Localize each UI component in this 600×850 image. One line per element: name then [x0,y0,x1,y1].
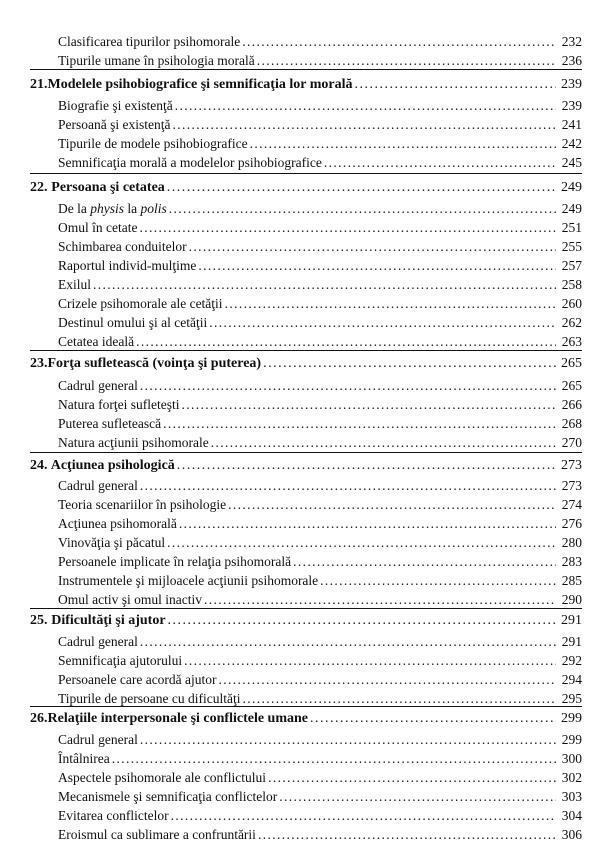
toc-entry [58,116,582,134]
entry-title: Natura acţiunii psihomorale [58,435,209,450]
entry-title: Evitarea conflictelor [58,808,169,823]
toc-entry [58,633,582,651]
leader-dots [242,33,556,51]
section-divider [30,173,582,174]
entry-page: 241 [561,117,582,132]
toc-entry [58,496,582,514]
leader-dots [258,826,556,844]
entry-title: Natura forţei sufleteşti [58,397,180,412]
toc-entry [58,219,582,237]
entry-title-italic: polis [140,201,167,216]
toc-entry [58,154,582,172]
leader-dots [172,116,556,134]
leader-dots [310,710,556,728]
toc-entry [58,33,582,51]
chapter-heading [30,179,582,197]
entry-title-italic: physis [90,201,124,216]
leader-dots [219,671,556,689]
entry-title: Acţiunea psihomorală [58,516,177,531]
entry-page: 290 [561,592,582,607]
leader-dots [136,333,556,351]
chapter-title: Modelele psihobiografice şi semnificaţia lor morală [47,77,353,92]
entry-page: 280 [561,535,582,550]
leader-dots [198,257,556,275]
chapter-heading [30,612,582,630]
leader-dots [175,97,556,115]
entry-title: Biografie şi existenţă [58,98,173,113]
leader-dots [324,154,556,172]
leader-dots [268,769,556,787]
toc-entry [58,434,582,452]
entry-page: 303 [561,789,582,804]
chapter-page: 299 [561,711,582,726]
leader-dots [140,731,556,749]
toc-entry [58,534,582,552]
toc-entry [58,750,582,768]
entry-title: Crizele psihomorale ale cetăţii [58,296,223,311]
entry-page: 258 [561,277,582,292]
leader-dots [112,750,556,768]
entry-title: Puterea sufletească [58,416,162,431]
leader-dots [228,496,556,514]
chapter-number: 22. [30,180,48,195]
entry-page: 266 [561,397,582,412]
entry-page: 283 [561,554,582,569]
entry-page: 251 [561,220,582,235]
entry-page: 236 [561,53,582,68]
toc-entry [58,333,582,351]
toc-entry [58,257,582,275]
entry-title: Omul activ şi omul inactiv [58,592,202,607]
chapter-number: 26. [30,711,48,726]
entry-title: Tipurile de modele psihobiografice [58,136,248,151]
entry-title [58,200,167,218]
chapter-page: 239 [561,77,582,92]
entry-page: 249 [561,201,582,216]
leader-dots [263,355,556,373]
leader-dots [163,415,556,433]
entry-title: Teoria scenariilor în psihologie [58,497,227,512]
entry-page: 257 [561,258,582,273]
leader-dots [225,295,556,313]
leader-dots [93,276,556,294]
entry-title: Tipurile umane în psihologia morală [58,53,255,68]
toc-entry [58,97,582,115]
entry-page: 292 [561,653,582,668]
leader-dots [140,377,556,395]
leader-dots [257,52,556,70]
entry-page: 304 [561,808,582,823]
leader-dots [169,200,556,218]
toc-entry [58,52,582,70]
toc-entry [58,807,582,825]
leader-dots [168,612,556,630]
toc-entry [58,200,582,218]
toc-entry [58,553,582,571]
entry-title: Exilul [58,277,91,292]
entry-page: 294 [561,672,582,687]
entry-page: 295 [561,691,582,706]
chapter-heading [30,710,582,728]
chapter-title: Dificultăţi şi ajutor [51,613,166,628]
toc-entry [58,314,582,332]
entry-title: Cadrul general [58,732,138,747]
leader-dots [279,788,556,806]
entry-page: 291 [561,634,582,649]
leader-dots [171,807,556,825]
entry-title: Instrumentele şi mijloacele acţiunii psihomorale [58,573,319,588]
entry-page: 276 [561,516,582,531]
entry-title: Destinul omului şi al cetăţii [58,315,208,330]
toc-entry [58,238,582,256]
entry-title: Aspectele psihomorale ale conflictului [58,770,267,785]
chapter-heading [30,355,582,373]
chapter-number: 21. [30,77,48,92]
entry-page: 300 [561,751,582,766]
entry-title: Cadrul general [58,478,138,493]
entry-page: 263 [561,334,582,349]
entry-page: 245 [561,155,582,170]
leader-dots [140,633,556,651]
chapter-title: Persoana şi cetatea [51,180,165,195]
chapter-title: Acţiunea psihologică [50,458,175,473]
entry-page: 260 [561,296,582,311]
entry-title: Semnificaţia ajutorului [58,653,183,668]
entry-title: Persoană şi existenţă [58,117,171,132]
entry-page: 265 [561,378,582,393]
entry-page: 306 [561,827,582,842]
leader-dots [204,591,556,609]
toc-entry [58,652,582,670]
chapter-number: 24. [30,458,48,473]
chapter-title: Forţa sufletească (voinţa şi puterea) [47,356,262,371]
entry-page: 270 [561,435,582,450]
toc-entry [58,276,582,294]
section-divider [30,608,582,609]
entry-title: Omul în cetate [58,220,138,235]
leader-dots [184,652,556,670]
chapter-page: 249 [561,180,582,195]
leader-dots [320,572,556,590]
chapter-title: Relaţiile interpersonale şi conflictele umane [47,711,308,726]
entry-page: 302 [561,770,582,785]
toc-entry [58,826,582,844]
toc-entry [58,731,582,749]
toc-entry [58,591,582,609]
leader-dots [189,238,556,256]
toc-entry [58,515,582,533]
entry-title: Cadrul general [58,378,138,393]
entry-title: Clasificarea tipurilor psihomorale [58,34,241,49]
entry-page: 268 [561,416,582,431]
toc-entry [58,295,582,313]
leader-dots [177,457,556,475]
leader-dots [250,135,556,153]
entry-title: Raportul individ-mulţime [58,258,197,273]
leader-dots [139,219,556,237]
entry-page: 274 [561,497,582,512]
section-divider [30,69,582,70]
entry-page: 255 [561,239,582,254]
toc-entry [58,671,582,689]
toc-entry [58,788,582,806]
entry-title: Cadrul general [58,634,138,649]
section-divider [30,706,582,707]
chapter-heading [30,457,582,475]
entry-page: 299 [561,732,582,747]
leader-dots [354,76,556,94]
chapter-number: 23. [30,356,48,371]
chapter-page: 265 [561,356,582,371]
entry-title: Tipurile de persoane cu dificultăţi [58,691,241,706]
leader-dots [167,179,556,197]
toc-entry [58,396,582,414]
leader-dots [181,396,556,414]
entry-page: 273 [561,478,582,493]
toc-entry [58,415,582,433]
leader-dots [179,515,556,533]
leader-dots [211,434,556,452]
entry-title: Cetatea ideală [58,334,135,349]
toc-entry [58,572,582,590]
entry-title: Eroismul ca sublimare a confruntării [58,827,256,842]
entry-title-part: la [123,201,141,216]
entry-title: Persoanele care acordă ajutor [58,672,217,687]
entry-title: Întâlnirea [58,751,110,766]
leader-dots [140,477,556,495]
entry-page: 232 [561,34,582,49]
entry-page: 285 [561,573,582,588]
leader-dots [167,534,556,552]
entry-title: Semnificaţia morală a modelelor psihobiografice [58,155,322,170]
toc-entry [58,377,582,395]
chapter-page: 273 [561,458,582,473]
toc-entry [58,769,582,787]
toc-entry [58,135,582,153]
chapter-heading [30,76,582,94]
entry-title: Schimbarea conduitelor [58,239,187,254]
leader-dots [293,553,556,571]
entry-page: 262 [561,315,582,330]
leader-dots [209,314,556,332]
entry-title: Vinovăţia şi păcatul [58,535,166,550]
entry-title: Mecanismele şi semnificaţia conflictelor [58,789,278,804]
toc-entry [58,477,582,495]
section-divider [30,350,582,351]
chapter-number: 25. [30,613,48,628]
entry-title-part: De la [58,201,91,216]
section-divider [30,452,582,453]
entry-page: 239 [561,98,582,113]
chapter-page: 291 [561,613,582,628]
entry-page: 242 [561,136,582,151]
entry-title: Persoanele implicate în relaţia psihomorală [58,554,292,569]
